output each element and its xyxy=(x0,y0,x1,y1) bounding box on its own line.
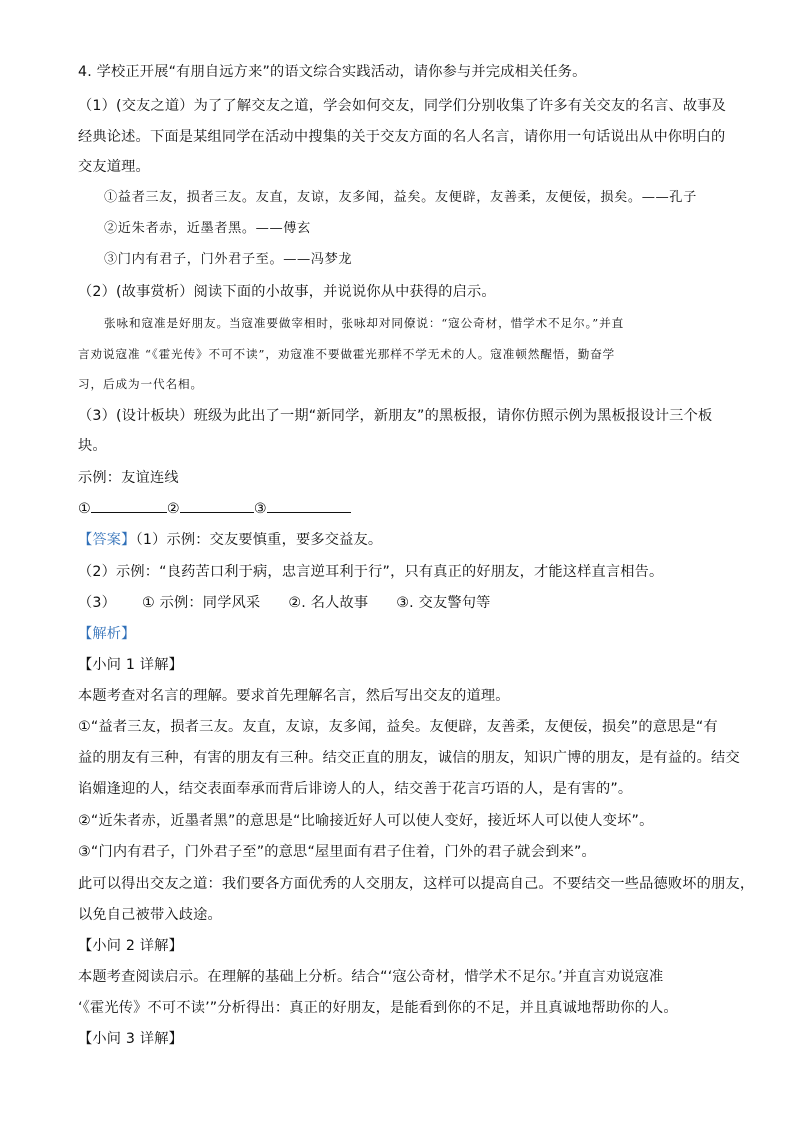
blank2-label: ② xyxy=(166,501,180,517)
blank1-line xyxy=(91,498,167,513)
q1-line5: ②“近朱者赤，近墨者黑”的意思是“比喻接近好人可以使人变好，接近坏人可以使人变坏”。 xyxy=(78,813,654,829)
q1-line2: ①“益者三友，损者三友。友直，友谅，友多闻，益矣。友便辟，友善柔，友便佞，损矣”的意思是“有 xyxy=(78,719,718,735)
story-line3: 习，后成为一代名相。 xyxy=(78,377,203,391)
part3-line2: 块。 xyxy=(78,438,107,454)
part1-line3: 交友道理。 xyxy=(78,159,150,175)
quote-2: ②近朱者赤，近墨者黑。——傅玄 xyxy=(104,221,311,236)
part3-line1: （3）(设计板块）班级为此出了一期“新同学，新朋友”的黑板报，请你仿照示例为黑板报设计三个板 xyxy=(78,408,713,424)
part2-line1: （2）(故事赏析）阅读下面的小故事，并说说你从中获得的启示。 xyxy=(78,284,496,300)
q2-line1: 本题考查阅读启示。在理解的基础上分析。结合“‘寇公奇材，惜学术不足尔。’并直言劝说寇准 xyxy=(78,969,664,985)
story-line2: 言劝说寇准 “《霍光传》不可不读”，劝寇准不要做霍光那样不学无术的人。寇准顿然醒悟，勤奋学 xyxy=(78,347,616,361)
quote-3: ③门内有君子，门外君子至。——冯梦龙 xyxy=(104,252,353,267)
q3-title: 【小问 3 详解】 xyxy=(78,1031,183,1047)
q1-title: 【小问 1 详解】 xyxy=(78,657,183,673)
q1-line3: 益的朋友有三种，有害的朋友有三种。结交正直的朋友，诚信的朋友，知识广博的朋友，是有益的。结交 xyxy=(78,750,740,766)
answer-line1 xyxy=(78,530,382,550)
q2-title: 【小问 2 详解】 xyxy=(78,938,183,954)
blank3-line xyxy=(267,498,351,513)
part1-line2: 经典论述。下面是某组同学在活动中搜集的关于交友方面的名人名言，请你用一句话说出从中你明白的 xyxy=(78,129,726,145)
question-stem: 4. 学校正开展“有朋自远方来”的语文综合实践活动，请你参与并完成相关任务。 xyxy=(78,64,587,80)
answer-3-prefix: （3） xyxy=(78,595,117,611)
q2-line2: ‘《霍光传》不可不读’”分析得出：真正的好朋友，是能看到你的不足，并且真诚地帮助你的人。 xyxy=(78,1000,678,1016)
answer-blanks xyxy=(78,498,351,519)
story-line1: 张咏和寇准是好朋友。当寇准要做宰相时，张咏却对同僚说：“寇公奇材，惜学术不足尔。”并直 xyxy=(104,316,625,330)
quote-1: ①益者三友，损者三友。友直，友谅，友多闻，益矣。友便辟，友善柔，友便佞，损矣。——孔子 xyxy=(104,190,697,205)
q1-line7: 此可以得出交友之道：我们要各方面优秀的人交朋友，这样可以提高自己。不要结交一些品德败坏的朋友， xyxy=(78,876,755,892)
q1-line6: ③“门内有君子，门外君子至”的意思“屋里面有君子住着，门外的君子就会到来”。 xyxy=(78,844,596,860)
answer-3-item1: ① 示例：同学风采 xyxy=(142,595,261,611)
answer-3-item2: ②. 名人故事 xyxy=(288,595,369,611)
answer-tag: 【答案】 xyxy=(78,532,136,548)
q1-line4: 谄媚逢迎的人，结交表面奉承而背后诽谤人的人，结交善于花言巧语的人，是有害的”。 xyxy=(78,781,633,797)
part3-example: 示例：友谊连线 xyxy=(78,470,179,486)
answer-2: （2）示例：“良药苦口利于病，忠言逆耳利于行”，只有真正的好朋友，才能这样直言相告。 xyxy=(78,564,664,580)
answer-1: （1）示例：交友要慎重，要多交益友。 xyxy=(135,532,383,548)
part1-line1: （1）(交友之道）为了了解交友之道，学会如何交友，同学们分别收集了许多有关交友的名言、故事及 xyxy=(78,98,727,114)
q1-line8: 以免自己被带入歧途。 xyxy=(78,907,222,923)
blank3-label: ③ xyxy=(253,501,267,517)
answer-line3 xyxy=(78,593,491,613)
blank1-label: ① xyxy=(78,501,91,517)
q1-line1: 本题考查对名言的理解。要求首先理解名言，然后写出交友的道理。 xyxy=(78,688,510,704)
analysis-tag: 【解析】 xyxy=(78,626,136,642)
answer-3-item3: ③. 交友警句等 xyxy=(396,595,491,611)
blank2-line xyxy=(180,498,254,513)
